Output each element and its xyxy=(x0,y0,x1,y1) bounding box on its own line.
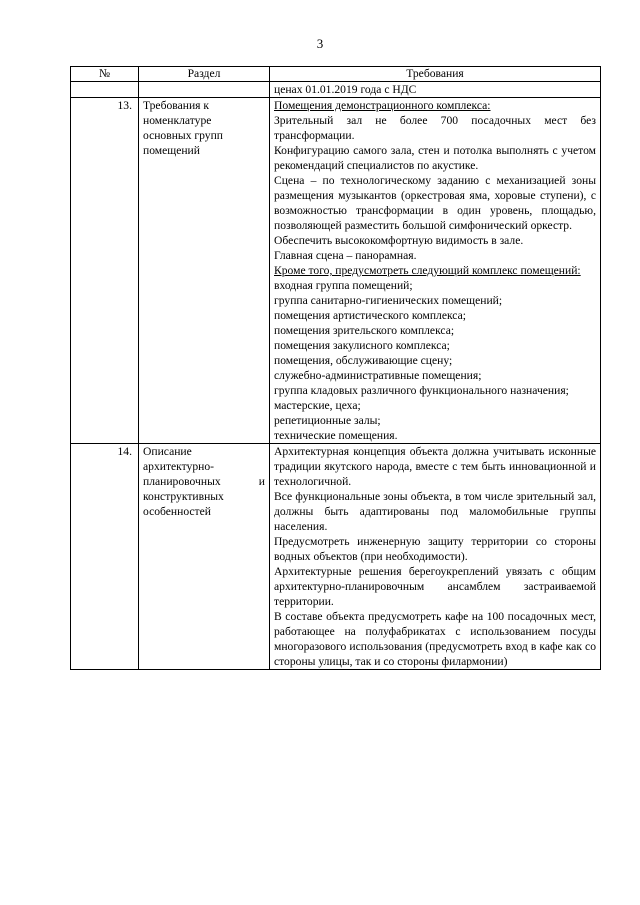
section-line: Описание xyxy=(143,445,192,458)
row-section xyxy=(139,98,270,444)
table-row xyxy=(71,444,601,670)
requirement-paragraph: Предусмотреть инженерную защиту территории со стороны водных объектов (при необходимости). xyxy=(274,535,596,563)
requirement-list-item: помещения закулисного комплекса; xyxy=(274,339,450,352)
requirement-list-item: помещения зрительского комплекса; xyxy=(274,324,455,337)
table-row xyxy=(71,98,601,444)
requirement-list-item: служебно-административные помещения; xyxy=(274,369,482,382)
requirement-list-item: входная группа помещений; xyxy=(274,279,413,292)
row-section xyxy=(139,444,270,670)
section-line: архитектурно- xyxy=(143,460,215,473)
section-line: помещений xyxy=(143,144,200,157)
carryover-row xyxy=(71,82,601,98)
row-requirements xyxy=(270,444,601,670)
table-header-row xyxy=(71,67,601,82)
header-requirements: Требования xyxy=(270,67,601,82)
requirement-list-item: мастерские, цеха; xyxy=(274,399,361,412)
page-number: 3 xyxy=(316,36,324,51)
requirement-list-item: помещения артистического комплекса; xyxy=(274,309,466,322)
requirement-list-item: технические помещения. xyxy=(274,429,398,442)
requirement-paragraph: Главная сцена – панорамная. xyxy=(274,249,417,262)
requirement-paragraph: Конфигурацию самого зала, стен и потолка выполнять с учетом рекомендаций специалистов по акустике. xyxy=(274,144,596,172)
requirement-paragraph: Обеспечить высококомфортную видимость в зале. xyxy=(274,234,524,247)
requirement-list-item: группа кладовых различного функционального назначения; xyxy=(274,384,569,397)
row-number: 13. xyxy=(71,98,139,444)
requirement-paragraph: Все функциональные зоны объекта, в том числе зрительный зал, должны быть адаптированы под маломобильные группы населения. xyxy=(274,490,596,533)
requirement-list-item: группа санитарно-гигиенических помещений; xyxy=(274,294,503,307)
requirement-list-item: помещения, обслуживающие сцену; xyxy=(274,354,453,367)
section-line: конструктивных xyxy=(143,490,224,503)
carryover-text: ценах 01.01.2019 года с НДС xyxy=(270,82,601,98)
requirement-paragraph: В составе объекта предусмотреть кафе на 100 посадочных мест, работающее на полуфабрикатах с использованием посуды многоразового использования (предусмотреть вход в кафе как со стороны улицы, так и со стороны филармонии) xyxy=(274,610,596,668)
requirement-paragraph: Сцена – по технологическому заданию с механизацией зоны размещения музыкантов (оркестровая яма, хоровые ступени), с возможностью трансформации в один уровень, площадью, позволяющей разместить большой симфонический оркестр. xyxy=(274,174,596,232)
requirement-paragraph: Зрительный зал не более 700 посадочных мест без трансформации. xyxy=(274,114,596,142)
section-line: особенностей xyxy=(143,505,211,518)
requirement-subheading: Кроме того, предусмотреть следующий комплекс помещений: xyxy=(274,264,581,277)
section-line: планировочных и xyxy=(143,475,265,488)
requirement-paragraph: Архитектурные решения берегоукреплений увязать с общим архитектурно-планировочным ансамблем застраиваемой территории. xyxy=(274,565,596,608)
requirement-list-item: репетиционные залы; xyxy=(274,414,381,427)
section-line: основных групп xyxy=(143,129,224,142)
row-number: 14. xyxy=(71,444,139,670)
row-requirements xyxy=(270,98,601,444)
carryover-section-empty xyxy=(139,82,270,98)
section-line: номенклатуре xyxy=(143,114,212,127)
section-line: Требования к xyxy=(143,99,210,112)
requirement-heading: Помещения демонстрационного комплекса: xyxy=(274,99,491,112)
header-num: № xyxy=(71,67,139,82)
requirements-table xyxy=(70,66,601,670)
requirement-paragraph: Архитектурная концепция объекта должна учитывать исконные традиции якутского народа, вместе с тем быть инновационной и технологичной. xyxy=(274,445,596,488)
header-section: Раздел xyxy=(139,67,270,82)
carryover-num-empty xyxy=(71,82,139,98)
